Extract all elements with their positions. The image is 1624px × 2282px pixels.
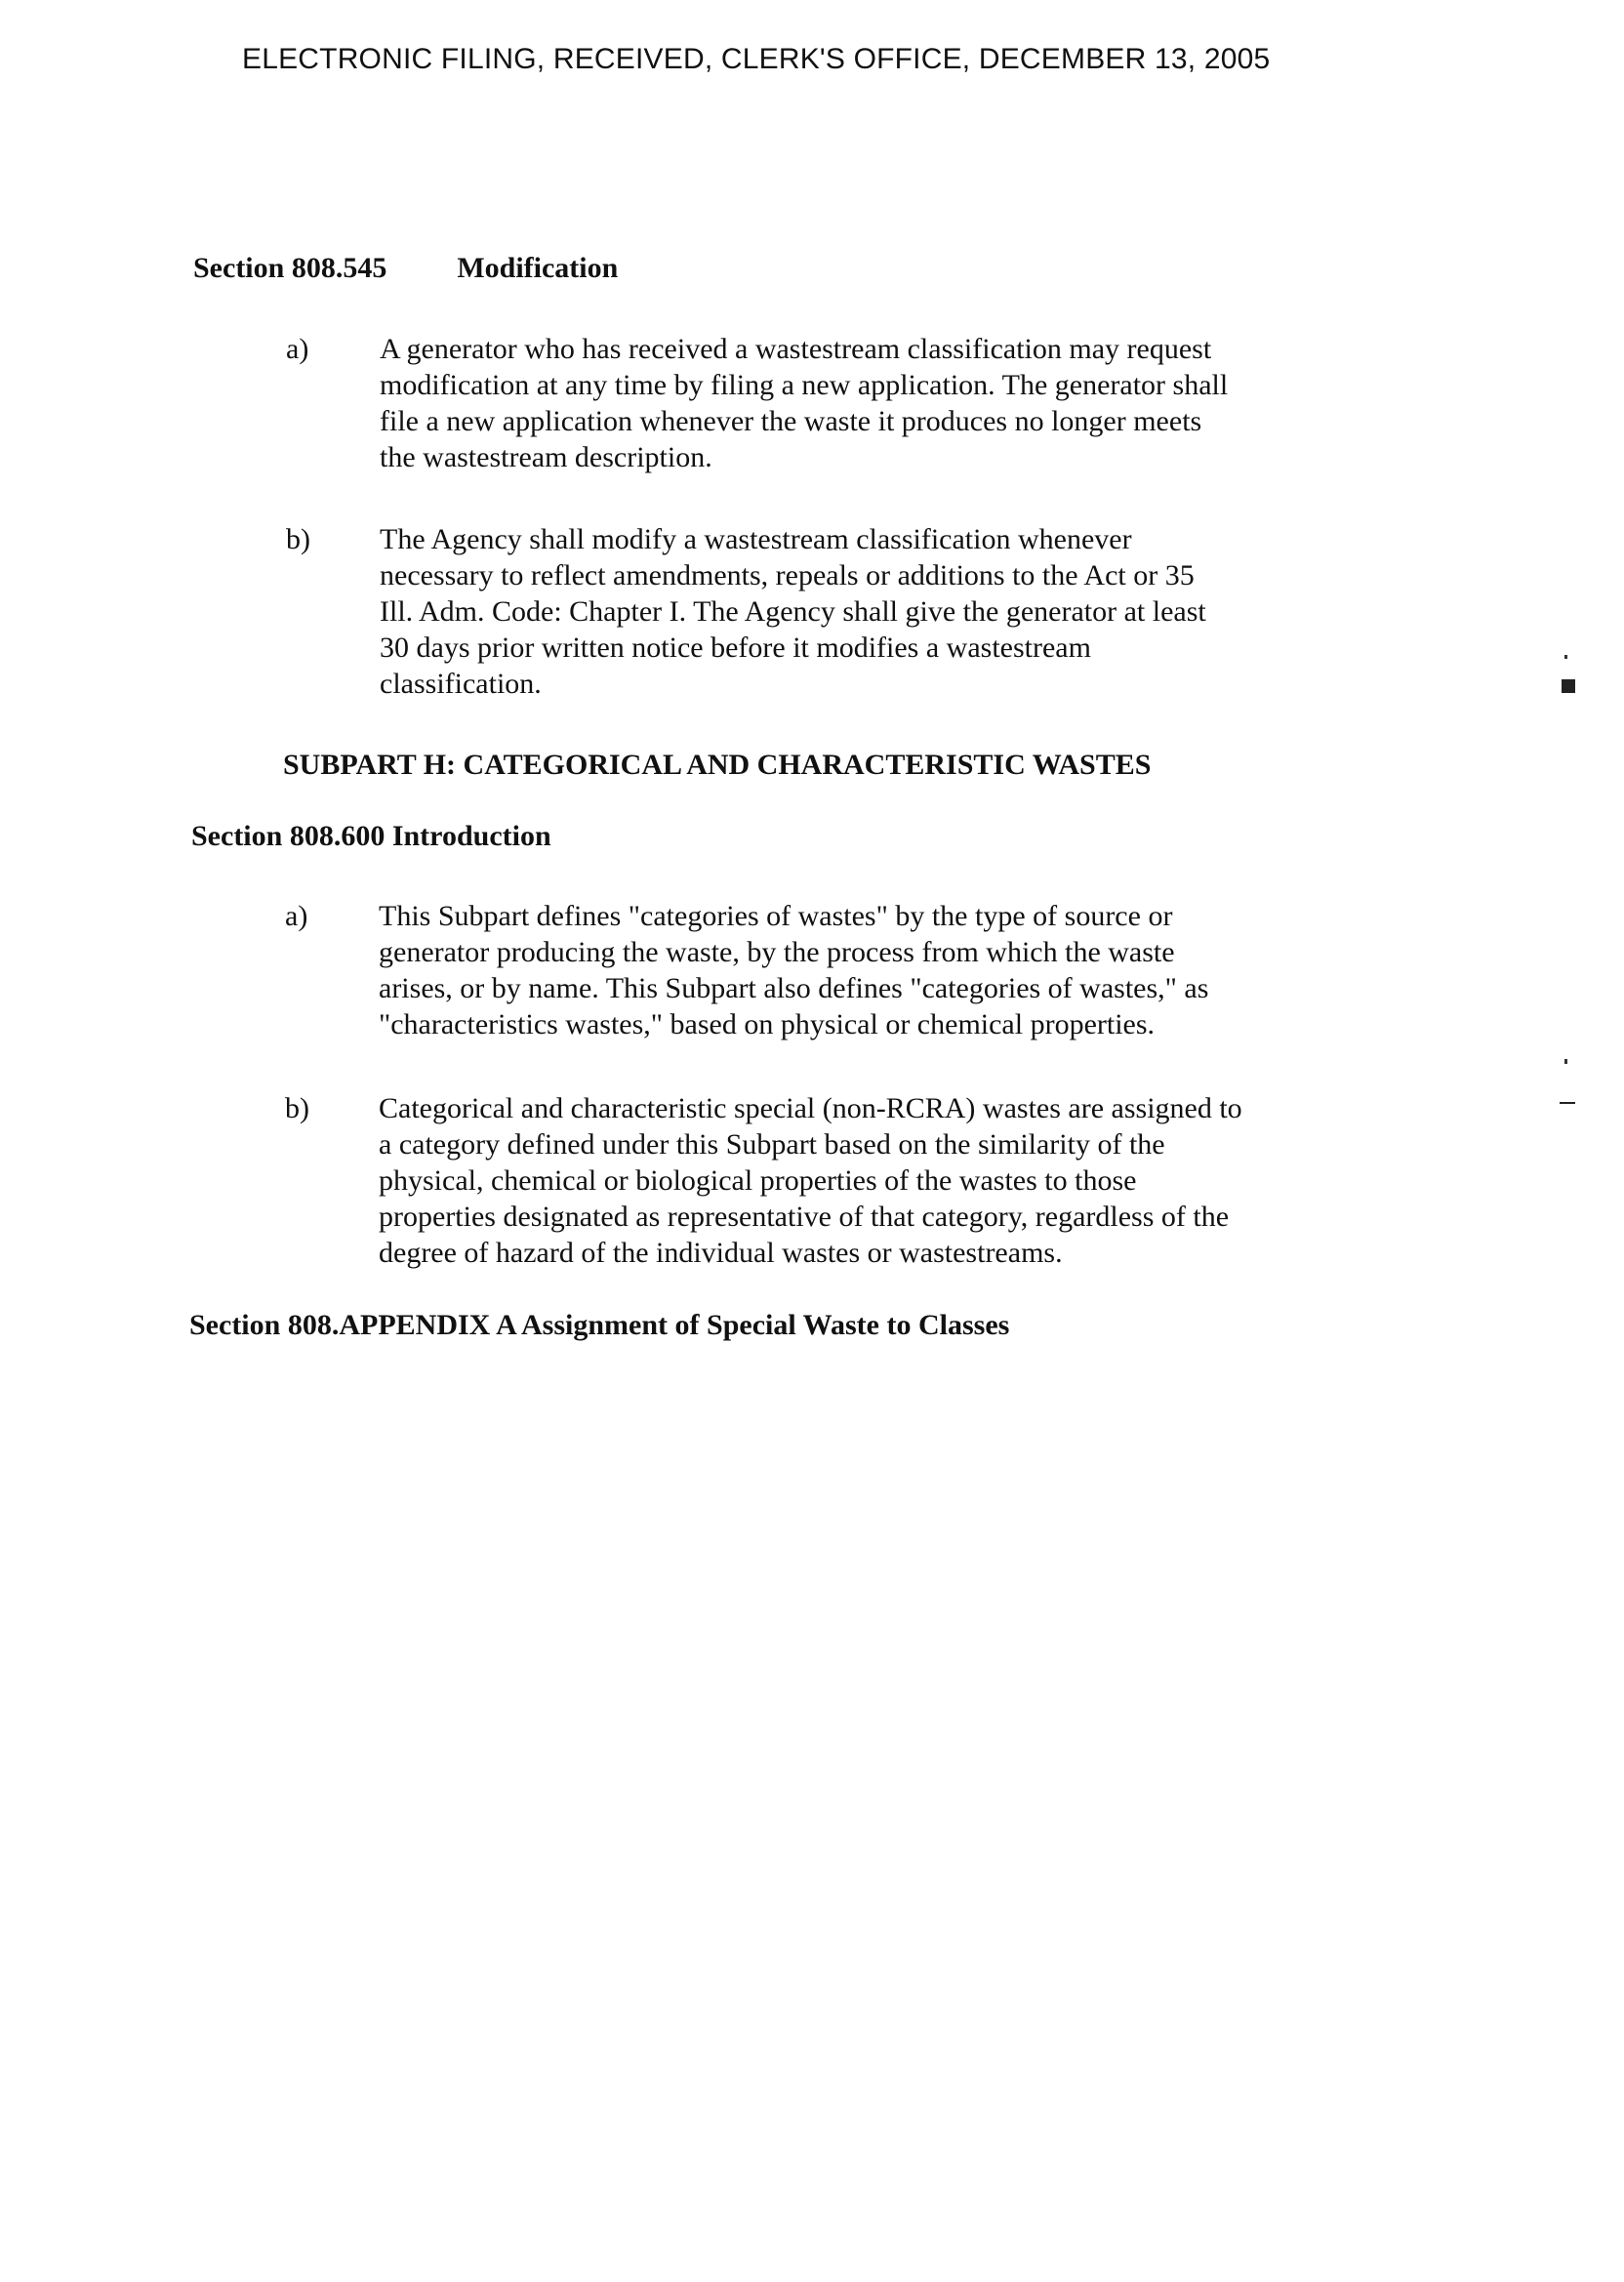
section-600-heading: Section 808.600 Introduction: [191, 820, 551, 852]
scan-artifact: [1560, 1102, 1575, 1104]
section-545-title: Modification: [457, 252, 619, 284]
item-text: [379, 898, 1374, 1042]
scan-artifact: [1564, 1059, 1567, 1064]
text-line: generator producing the waste, by the process from which the waste: [379, 936, 1175, 968]
text-line: modification at any time by filing a new application. The generator shall: [380, 369, 1229, 401]
item-label: a): [285, 900, 308, 932]
filing-stamp: ELECTRONIC FILING, RECEIVED, CLERK'S OFFICE, DECEMBER 13, 2005: [242, 43, 1271, 75]
item-label: a): [286, 333, 309, 365]
text-line: "characteristics wastes," based on physical or chemical properties.: [379, 1008, 1156, 1040]
section-545-heading: [193, 252, 618, 285]
text-line: the wastestream description.: [380, 441, 712, 473]
text-line: arises, or by name. This Subpart also defines "categories of wastes," as: [379, 972, 1209, 1004]
item-text: [380, 331, 1375, 475]
text-line: necessary to reflect amendments, repeals or additions to the Act or 35: [380, 559, 1195, 591]
text-line: classification.: [380, 668, 542, 700]
scan-artifact: [1562, 679, 1575, 693]
item-label: b): [285, 1092, 309, 1124]
text-line: Categorical and characteristic special (non-RCRA) wastes are assigned to: [379, 1092, 1242, 1124]
text-line: degree of hazard of the individual wastes or wastestreams.: [379, 1237, 1063, 1269]
text-line: The Agency shall modify a wastestream classification whenever: [380, 523, 1132, 555]
text-line: properties designated as representative of that category, regardless of the: [379, 1201, 1230, 1233]
text-line: file a new application whenever the waste it produces no longer meets: [380, 405, 1202, 437]
text-line: A generator who has received a wastestream classification may request: [380, 333, 1212, 365]
text-line: a category defined under this Subpart based on the similarity of the: [379, 1128, 1165, 1161]
text-line: 30 days prior written notice before it modifies a wastestream: [380, 632, 1091, 664]
scan-artifact: [1564, 655, 1567, 659]
text-line: Ill. Adm. Code: Chapter I. The Agency shall give the generator at least: [380, 595, 1206, 628]
text-line: physical, chemical or biological properties of the wastes to those: [379, 1164, 1137, 1197]
appendix-a-heading: Section 808.APPENDIX A Assignment of Special Waste to Classes: [189, 1309, 1010, 1341]
subpart-h-title: SUBPART H: CATEGORICAL AND CHARACTERISTIC WASTES: [283, 749, 1152, 781]
text-line: This Subpart defines "categories of wastes" by the type of source or: [379, 900, 1173, 932]
item-text: [379, 1090, 1374, 1271]
item-text: [380, 521, 1375, 702]
section-545-number: Section 808.545: [193, 252, 387, 284]
item-label: b): [286, 523, 310, 555]
